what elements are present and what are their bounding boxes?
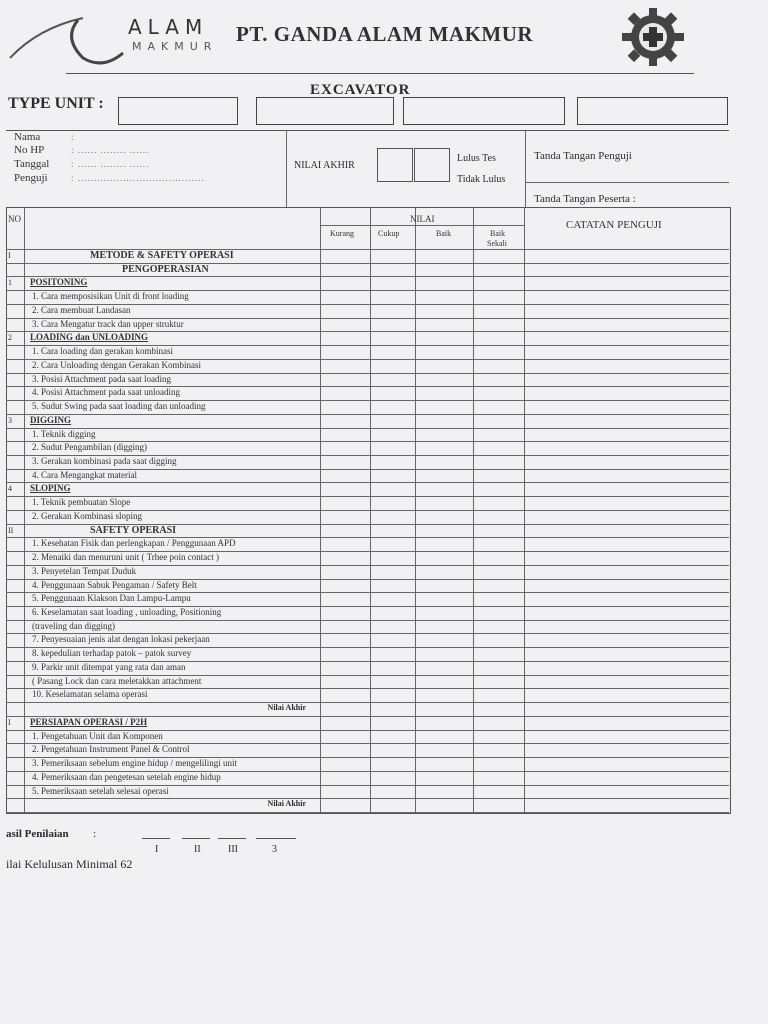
hasil-colon: :: [93, 828, 97, 840]
nilai-kelulusan-minimal: ilai Kelulusan Minimal 62: [6, 857, 133, 871]
subsection-heading: POSITONING: [30, 277, 88, 288]
form-title: EXCAVATOR: [310, 82, 411, 98]
score-line-1: [142, 838, 170, 839]
type-unit-label: TYPE UNIT :: [8, 95, 104, 112]
criteria-item: 4. Cara Mengangkat material: [32, 469, 137, 480]
criteria-item: 1. Kesehatan Fisik dan perlengkapan / Penggunaan APD: [32, 538, 236, 549]
grid-line: [6, 276, 729, 277]
score-box-2[interactable]: [414, 148, 450, 182]
criteria-item: 3. Penyetelan Tempat Duduk: [32, 565, 137, 576]
criteria-item: 2. Pengetahuan Instrument Panel & Control: [32, 744, 190, 755]
criteria-item: 8. kepedulian terhadap patok – patok survey: [32, 648, 192, 659]
score-line-4: [256, 838, 296, 839]
criteria-item: 1. Cara memposisikan Unit di front loading: [32, 291, 189, 302]
score-line-3: [218, 838, 246, 839]
row-number: 1: [8, 278, 12, 288]
subsection-heading: PERSIAPAN OPERASI / P2H: [30, 716, 148, 727]
tanda-tangan-penguji: Tanda Tangan Penguji: [534, 150, 632, 162]
criteria-item: 6. Keselamatan saat loading , unloading, Positioning: [32, 607, 222, 618]
row-number: 2: [8, 333, 12, 343]
label-tanggal: Tanggal: [14, 158, 50, 170]
header-rule: [66, 73, 694, 74]
grid-line: [6, 482, 729, 483]
grid-line: [6, 702, 729, 703]
col-kurang: Kurang: [330, 229, 354, 238]
roman-i: I: [155, 844, 159, 855]
criteria-item: 10. Keselamatan selama operasi: [32, 689, 148, 700]
subsection-heading: LOADING dan UNLOADING: [30, 332, 149, 343]
row-number: I: [8, 717, 11, 727]
type-unit-box-1[interactable]: [118, 97, 238, 125]
criteria-item: 1. Teknik pembuatan Slope: [32, 497, 131, 508]
criteria-item: 7. Penyesuaian jenis alat dengan lokasi pekerjaan: [32, 634, 210, 645]
divider: [286, 130, 287, 208]
gear-cross-icon: [618, 6, 688, 68]
divider: [525, 182, 729, 183]
subsection-heading: DIGGING: [30, 414, 72, 425]
col-baik-sekali-1: Baik: [490, 229, 506, 238]
grid-line: [6, 263, 729, 264]
type-unit-box-4[interactable]: [577, 97, 728, 125]
grid-line: [6, 428, 729, 429]
row-number: 3: [8, 415, 12, 425]
criteria-item: 2. Cara Unloading dengan Gerakan Kombinasi: [32, 359, 201, 370]
criteria-item: 4. Posisi Attachment pada saat unloading: [32, 387, 180, 398]
grid-line: [6, 798, 729, 799]
row-number: II: [8, 525, 14, 535]
grid-line: [320, 225, 524, 226]
row-number: I: [8, 251, 11, 260]
field-no-hp[interactable]: : ...... ........ ......: [71, 145, 150, 155]
subsection-heading: SLOPING: [30, 483, 71, 494]
grid-line: [6, 414, 729, 415]
criteria-item: (traveling dan digging): [32, 620, 115, 631]
logo-text: ALAM: [128, 15, 209, 39]
criteria-item: 5. Penggunaan Klakson Dan Lampu-Lampu: [32, 593, 191, 604]
tidak-lulus-label: Tidak Lulus: [457, 174, 506, 185]
company-name: PT. GANDA ALAM MAKMUR: [236, 22, 534, 46]
hasil-penilaian-label: asil Penilaian: [6, 828, 69, 840]
criteria-item: 1. Teknik digging: [32, 428, 96, 439]
criteria-item: 4. Pemeriksaan dan pengetesan setelah engine hidup: [32, 771, 221, 782]
col-no: NO: [8, 214, 21, 224]
col-baik: Baik: [436, 229, 452, 238]
field-tanggal[interactable]: : ...... ........ ......: [71, 159, 150, 169]
criteria-item: 3. Gerakan kombinasi pada saat digging: [32, 455, 177, 466]
criteria-item: 9. Parkir unit ditempat yang rata dan aman: [32, 661, 186, 672]
field-nama[interactable]: :: [71, 132, 75, 142]
section-heading: PENGOPERASIAN: [122, 263, 209, 275]
label-penguji: Penguji: [14, 172, 48, 184]
col-nilai: NILAI: [410, 214, 435, 224]
criteria-item: 4. Penggunaan Sabuk Pengaman / Safety Belt: [32, 579, 197, 590]
row-nilai-akhir: Nilai Akhir: [267, 703, 306, 713]
roman-total: 3: [272, 844, 277, 855]
label-no-hp: No HP: [14, 144, 45, 156]
criteria-item: 2. Menaiki dan menuruni unit ( Trhee poin contact ): [32, 552, 219, 563]
divider: [525, 130, 526, 208]
criteria-item: 3. Pemeriksaan sebelum engine hidup / mengelilingi unit: [32, 758, 237, 769]
col-baik-sekali-2: Sekali: [487, 239, 507, 248]
col-catatan-penguji: CATATAN PENGUJI: [566, 219, 662, 231]
criteria-item: 5. Pemeriksaan setelah selesai operasi: [32, 785, 169, 796]
criteria-item: ( Pasang Lock dan cara meletakkan attachment: [32, 675, 202, 686]
col-cukup: Cukup: [378, 229, 400, 238]
roman-iii: III: [228, 844, 238, 855]
nilai-akhir-label: NILAI AKHIR: [294, 160, 355, 171]
criteria-item: 2. Gerakan Kombinasi sloping: [32, 510, 142, 521]
tanda-tangan-peserta: Tanda Tangan Peserta :: [534, 193, 636, 205]
logo-subtext: MAKMUR: [132, 40, 218, 53]
score-box-1[interactable]: [377, 148, 413, 182]
lulus-tes-label: Lulus Tes: [457, 153, 496, 164]
score-line-2: [182, 838, 210, 839]
criteria-item: 2. Cara membuat Landasan: [32, 304, 131, 315]
criteria-item: 5. Sudut Swing pada saat loading dan unloading: [32, 401, 206, 412]
row-number: 4: [8, 484, 12, 494]
grid-line: [6, 812, 729, 813]
section-heading: SAFETY OPERASI: [90, 524, 177, 536]
criteria-item: 2. Sudut Pengambilan (digging): [32, 442, 147, 453]
criteria-item: 1. Cara loading dan gerakan kombinasi: [32, 346, 173, 357]
type-unit-box-3[interactable]: [403, 97, 565, 125]
label-nama: Nama: [14, 131, 41, 143]
roman-ii: II: [194, 844, 201, 855]
row-nilai-akhir: Nilai Akhir: [267, 799, 306, 809]
criteria-item: 3. Posisi Attachment pada saat loading: [32, 373, 171, 384]
field-penguji[interactable]: : .......................................: [71, 173, 205, 183]
section-heading: METODE & SAFETY OPERASI: [90, 250, 234, 261]
type-unit-box-2[interactable]: [256, 97, 394, 125]
criteria-item: 1. Pengetahuan Unit dan Komponen: [32, 730, 163, 741]
logo-swoosh-icon: [8, 8, 128, 68]
criteria-item: 3. Cara Mengatur track dan upper struktur: [32, 318, 184, 329]
